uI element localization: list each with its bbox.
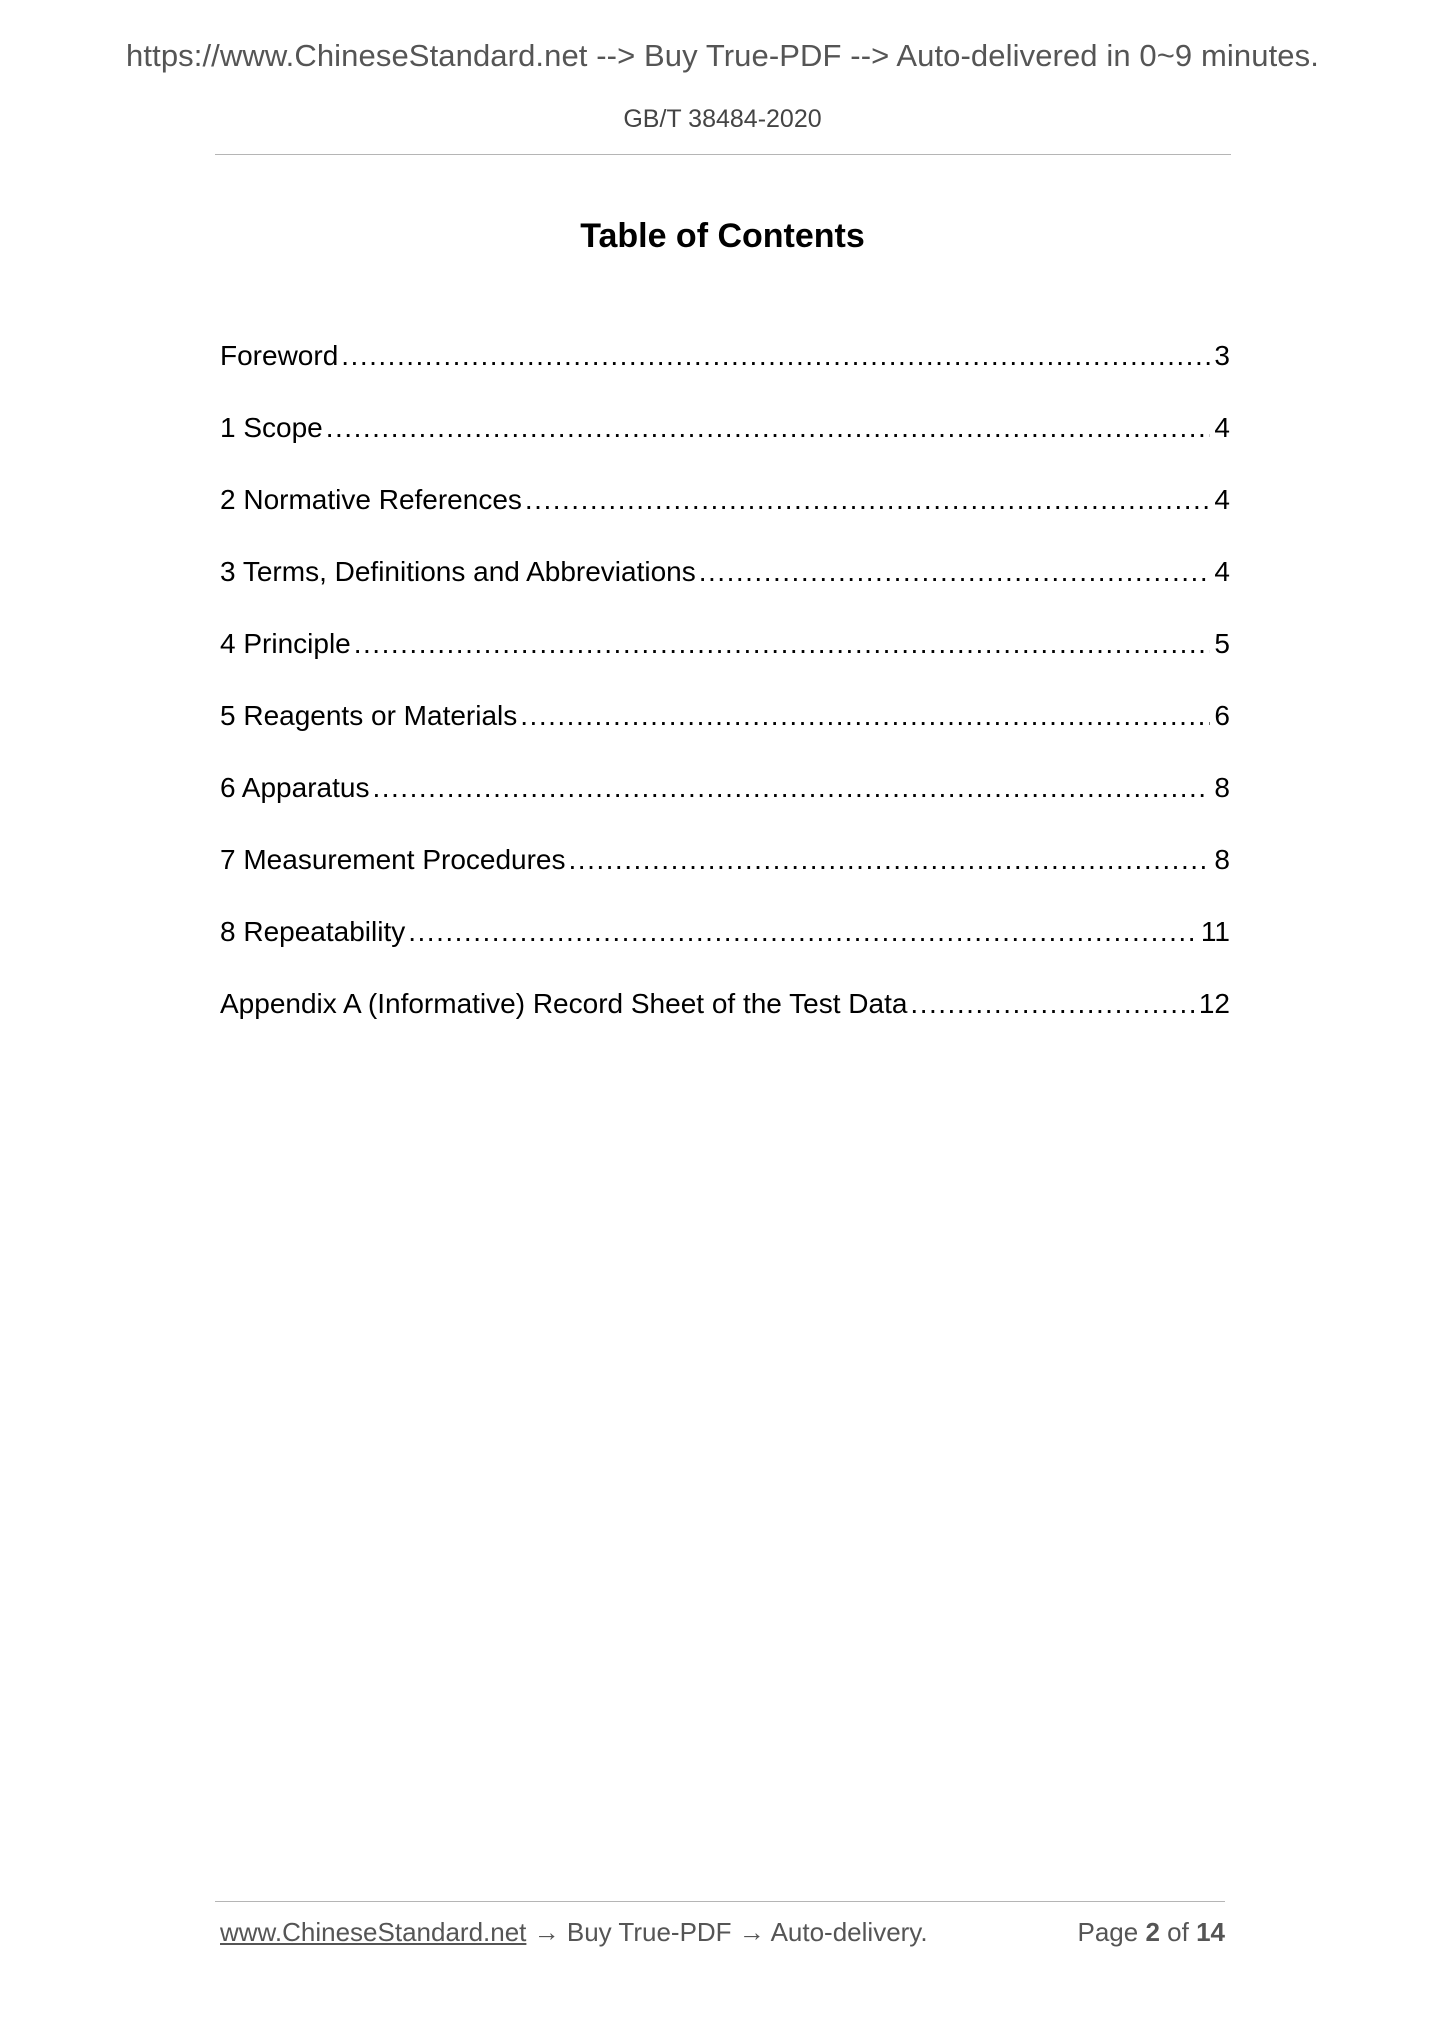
toc-leader-dots bbox=[520, 692, 1210, 740]
toc-entry-label: Appendix A (Informative) Record Sheet of the Test Data bbox=[220, 988, 908, 1019]
toc-entry-label: 2 Normative References bbox=[220, 484, 522, 515]
toc-leader-dots bbox=[341, 332, 1210, 380]
standard-code: GB/T 38484-2020 bbox=[623, 105, 822, 133]
toc-entry-label: 3 Terms, Definitions and Abbreviations bbox=[220, 556, 696, 587]
toc-entry-normative-references[interactable] bbox=[220, 476, 1230, 548]
toc-entry-apparatus[interactable] bbox=[220, 764, 1230, 836]
toc-entry-measurement-procedures[interactable] bbox=[220, 836, 1230, 908]
toc-entry-reagents-materials[interactable] bbox=[220, 692, 1230, 764]
toc-entry-page: 8 bbox=[1214, 772, 1230, 803]
of-word: of bbox=[1167, 1917, 1189, 1947]
total-pages-number: 14 bbox=[1196, 1917, 1225, 1947]
toc-entry-label: 1 Scope bbox=[220, 412, 323, 443]
toc-leader-dots bbox=[372, 764, 1210, 812]
toc-title: Table of Contents bbox=[580, 217, 865, 255]
toc-entry-page: 11 bbox=[1200, 916, 1230, 947]
toc-entry-page: 6 bbox=[1214, 700, 1230, 731]
toc-entry-terms-definitions[interactable] bbox=[220, 548, 1230, 620]
footer-divider bbox=[215, 1901, 1225, 1902]
toc-leader-dots bbox=[525, 476, 1211, 524]
toc-entry-label: 5 Reagents or Materials bbox=[220, 700, 518, 731]
toc-entry-repeatability[interactable] bbox=[220, 908, 1230, 980]
current-page-number: 2 bbox=[1145, 1917, 1160, 1947]
toc-entry-principle[interactable] bbox=[220, 620, 1230, 692]
toc-leader-dots bbox=[326, 404, 1211, 452]
toc-leader-dots bbox=[354, 620, 1211, 668]
source-banner: https://www.ChineseStandard.net --> Buy True-PDF --> Auto-delivered in 0~9 minutes. bbox=[126, 38, 1319, 73]
toc-leader-dots bbox=[408, 908, 1197, 956]
toc-entry-foreword[interactable] bbox=[220, 332, 1230, 404]
footer-tagline: → Buy True-PDF → Auto-delivery. bbox=[526, 1917, 928, 1947]
header-divider bbox=[215, 154, 1231, 155]
toc-entry-page: 8 bbox=[1214, 844, 1230, 875]
toc-entry-page: 4 bbox=[1214, 484, 1230, 515]
toc-leader-dots bbox=[569, 836, 1211, 884]
toc-entry-label: Foreword bbox=[220, 340, 339, 371]
page-footer bbox=[220, 1917, 1225, 1948]
page-word: Page bbox=[1077, 1917, 1139, 1947]
toc-entry-appendix-a[interactable] bbox=[220, 980, 1230, 1052]
toc-leader-dots bbox=[910, 980, 1194, 1028]
toc-list bbox=[220, 332, 1230, 1052]
toc-entry-label: 6 Apparatus bbox=[220, 772, 370, 803]
toc-entry-label: 7 Measurement Procedures bbox=[220, 844, 566, 875]
toc-entry-scope[interactable] bbox=[220, 404, 1230, 476]
toc-entry-page: 5 bbox=[1214, 628, 1230, 659]
toc-leader-dots bbox=[699, 548, 1211, 596]
toc-entry-page: 4 bbox=[1214, 412, 1230, 443]
page-indicator bbox=[1077, 1917, 1225, 1948]
toc-entry-label: 8 Repeatability bbox=[220, 916, 406, 947]
toc-entry-page: 12 bbox=[1198, 988, 1230, 1019]
toc-entry-page: 3 bbox=[1214, 340, 1230, 371]
site-link[interactable]: www.ChineseStandard.net bbox=[220, 1917, 527, 1947]
toc-entry-page: 4 bbox=[1214, 556, 1230, 587]
toc-entry-label: 4 Principle bbox=[220, 628, 351, 659]
